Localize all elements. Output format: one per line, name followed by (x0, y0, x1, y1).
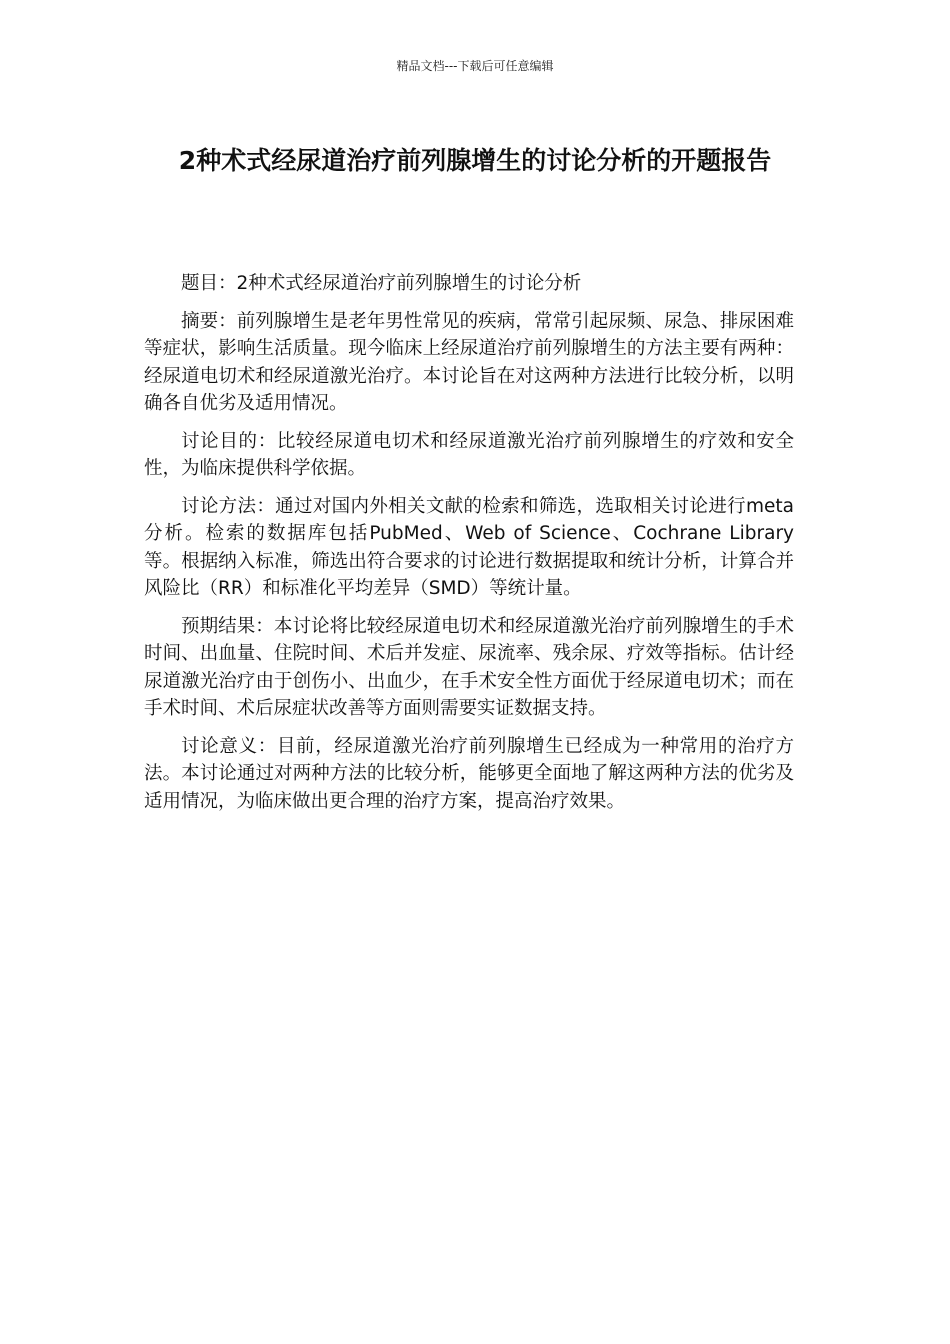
significance-paragraph: 讨论意义：目前，经尿道激光治疗前列腺增生已经成为一种常用的治疗方法。本讨论通过对两种方法的比较分析，能够更全面地了解这两种方法的优劣及适用情况，为临床做出更合理的治疗方案，提高治疗效果。 (144, 735, 794, 812)
methods-paragraph: 讨论方法：通过对国内外相关文献的检索和筛选，选取相关讨论进行meta分析。检索的数据库包括PubMed、Web of Science、Cochrane Library等。根据纳入标准，筛选出符合要求的讨论进行数据提取和统计分析，计算合并风险比（RR）和标准化平均差异（SMD）等统计量。 (144, 495, 794, 599)
expected-results-paragraph: 预期结果：本讨论将比较经尿道电切术和经尿道激光治疗前列腺增生的手术时间、出血量、住院时间、术后并发症、尿流率、残余尿、疗效等指标。估计经尿道激光治疗由于创伤小、出血少，在手术安全性方面优于经尿道电切术；而在手术时间、术后尿症状改善等方面则需要实证数据支持。 (144, 615, 794, 719)
document-title: 2种术式经尿道治疗前列腺增生的讨论分析的开题报告 (178, 146, 772, 175)
abstract-paragraph: 摘要：前列腺增生是老年男性常见的疾病，常常引起尿频、尿急、排尿困难等症状，影响生活质量。现今临床上经尿道治疗前列腺增生的方法主要有两种：经尿道电切术和经尿道激光治疗。本讨论旨在对这两种方法进行比较分析，以明确各自优劣及适用情况。 (144, 310, 794, 414)
purpose-paragraph: 讨论目的：比较经尿道电切术和经尿道激光治疗前列腺增生的疗效和安全性，为临床提供科学依据。 (144, 430, 794, 479)
document-body (144, 270, 794, 825)
topic-paragraph: 题目：2种术式经尿道治疗前列腺增生的讨论分析 (181, 273, 582, 294)
header-note: 精品文档---下载后可任意编辑 (396, 59, 554, 73)
